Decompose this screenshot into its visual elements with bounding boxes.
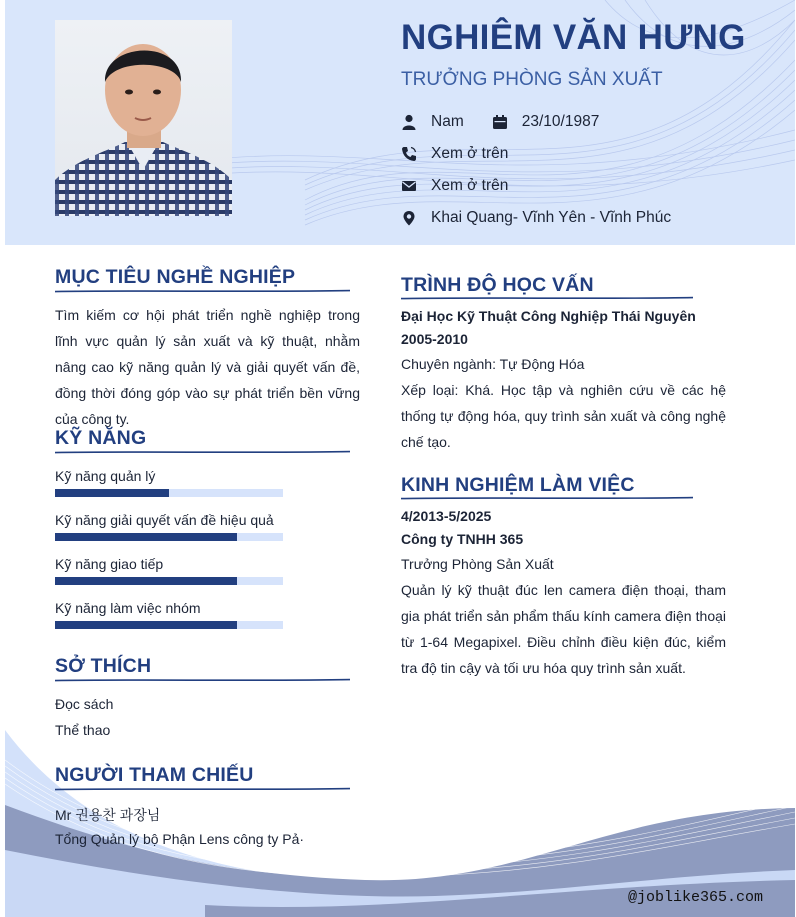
references-underline	[55, 787, 350, 791]
skill-bar-fill	[55, 489, 169, 497]
header-band	[5, 0, 795, 245]
experience-company: Công ty TNHH 365	[401, 531, 524, 547]
calendar-icon	[492, 114, 508, 130]
skill-label: Kỹ năng làm việc nhóm	[55, 600, 201, 616]
birthdate-item	[492, 113, 600, 131]
phone-text: Xem ở trên	[431, 145, 509, 162]
skill-label: Kỹ năng quản lý	[55, 468, 156, 484]
skills-heading: KỸ NĂNG	[55, 427, 147, 449]
cv-page	[5, 0, 795, 917]
user-icon	[401, 114, 417, 130]
profile-photo	[55, 20, 232, 216]
experience-description: Quản lý kỹ thuật đúc len camera điện thoại, tham gia phát triển sản phẩm thấu kính camera điện thoại từ 1-64 Megapixel. Điều chỉnh điều kiện đúc, kiểm tra độ tin cậy và tối ưu hóa quy trình sản xuất.	[401, 582, 726, 676]
candidate-name: NGHIÊM VĂN HƯNG	[401, 18, 746, 57]
skills-underline	[55, 450, 350, 454]
skill-bar-fill	[55, 577, 237, 585]
footer-site: @joblike365.com	[627, 889, 763, 906]
hobbies-heading: SỞ THÍCH	[55, 655, 152, 677]
education-description: Xếp loại: Khá. Học tập và nghiên cứu về các hệ thống tự động hóa, quy trình sản xuất và công nghệ chế tạo.	[401, 382, 726, 450]
education-underline	[401, 296, 693, 300]
experience-period: 4/2013-5/2025	[401, 508, 492, 524]
skill-bar-fill	[55, 621, 237, 629]
address-row	[401, 209, 671, 227]
reference-name: Mr 권용찬 과장님	[55, 807, 161, 823]
reference-position: Tổng Quản lý bộ Phận Lens công ty Pả·	[55, 831, 305, 847]
candidate-title: TRƯỞNG PHÒNG SẢN XUẤT	[401, 69, 663, 90]
skill-bar	[55, 489, 283, 497]
email-text: Xem ở trên	[431, 177, 509, 194]
map-pin-icon	[401, 210, 417, 226]
profile-photo-image	[55, 20, 232, 216]
education-major: Chuyên ngành: Tự Động Hóa	[401, 356, 585, 372]
hobby-item: Đọc sách	[55, 696, 114, 712]
skill-bar	[55, 621, 283, 629]
address-text: Khai Quang- Vĩnh Yên - Vĩnh Phúc	[431, 209, 672, 226]
gender-birthdate-row	[401, 113, 599, 131]
education-heading: TRÌNH ĐỘ HỌC VẤN	[401, 274, 594, 296]
skill-bar	[55, 577, 283, 585]
gender-text: Nam	[431, 113, 464, 130]
skill-label: Kỹ năng giao tiếp	[55, 556, 164, 572]
experience-underline	[401, 496, 693, 500]
education-period: 2005-2010	[401, 331, 468, 347]
education-school: Đại Học Kỹ Thuật Công Nghiệp Thái Nguyên	[401, 308, 696, 324]
hobby-item: Thể thao	[55, 722, 111, 738]
experience-role: Trưởng Phòng Sản Xuất	[401, 556, 554, 572]
skill-label: Kỹ năng giải quyết vấn đề hiệu quả	[55, 512, 274, 528]
hobbies-underline	[55, 678, 350, 682]
birthdate-text: 23/10/1987	[521, 113, 600, 130]
phone-row	[401, 145, 508, 163]
experience-heading: KINH NGHIỆM LÀM VIỆC	[401, 474, 635, 496]
phone-icon	[401, 146, 417, 162]
skill-bar-fill	[55, 533, 237, 541]
objective-text: Tìm kiếm cơ hội phát triển nghề nghiệp trong lĩnh vực quản lý sản xuất và kỹ thuật, nhằm nâng cao kỹ năng quản lý và giải quyết vấn đề, đồng thời đóng góp vào sự phát triển bền vững của công ty.	[55, 307, 360, 427]
skill-bar	[55, 533, 283, 541]
email-row	[401, 177, 508, 195]
envelope-icon	[401, 178, 417, 194]
references-heading: NGƯỜI THAM CHIẾU	[55, 764, 254, 786]
objective-heading: MỤC TIÊU NGHỀ NGHIỆP	[55, 266, 296, 288]
objective-underline	[55, 289, 350, 293]
